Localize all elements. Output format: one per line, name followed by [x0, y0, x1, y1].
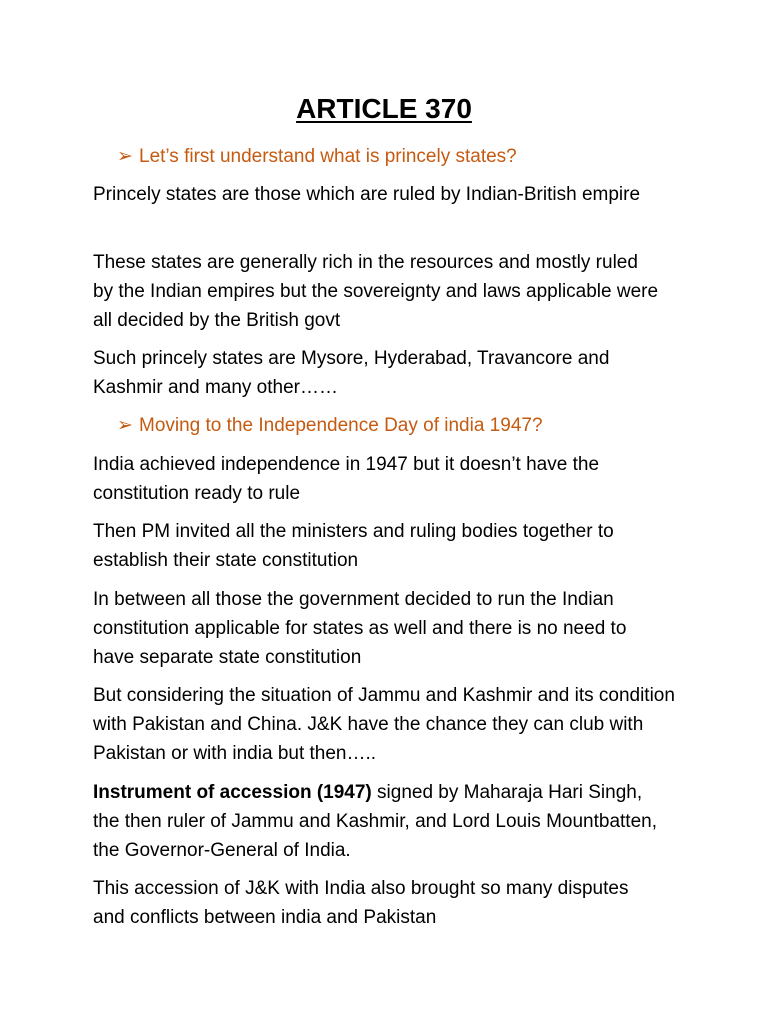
paragraph-states-resources: These states are generally rich in the resources and mostly ruled by the Indian empires but the sovereignty and laws applicable were all decided by the British govt: [93, 252, 659, 331]
paragraph-jammu-kashmir-situation: But considering the situation of Jammu and Kashmir and its condition with Pakistan and China. J&K have the chance they can club with Pakistan or with india but then…..: [93, 685, 675, 764]
arrow-bullet-icon: ➢: [117, 415, 133, 436]
paragraph-pm-invited: Then PM invited all the ministers and ruling bodies together to establish their state constitution: [93, 521, 614, 571]
instrument-of-accession-bold: Instrument of accession (1947): [93, 782, 372, 803]
paragraph-government-decision: In between all those the government decided to run the Indian constitution applicable for states as well and there is no need to have separate state constitution: [93, 589, 627, 668]
paragraph-princely-definition: Princely states are those which are ruled by Indian-British empire: [93, 184, 641, 205]
paragraph-independence: India achieved independence in 1947 but it doesn’t have the constitution ready to rule: [93, 454, 600, 504]
page-title-text: ARTICLE 370: [296, 93, 472, 124]
page-title: [0, 92, 768, 126]
paragraph-princely-examples: Such princely states are Mysore, Hyderabad, Travancore and Kashmir and many other……: [93, 348, 610, 398]
bullet-heading-text: Let’s first understand what is princely states?: [139, 146, 517, 167]
instrument-of-accession-rest: signed by Maharaja Hari Singh, the then ruler of Jammu and Kashmir, and Lord Louis Mountbatten, the Governor-General of India.: [93, 782, 657, 861]
bullet-heading-princely-states: [117, 144, 517, 170]
paragraph-accession-disputes: This accession of J&K with India also brought so many disputes and conflicts between india and Pakistan: [93, 878, 629, 928]
paragraph-instrument-of-accession: [93, 778, 673, 865]
bullet-heading-text: Moving to the Independence Day of india 1947?: [139, 415, 543, 436]
arrow-bullet-icon: ➢: [117, 146, 133, 167]
bullet-heading-independence: [117, 413, 543, 439]
